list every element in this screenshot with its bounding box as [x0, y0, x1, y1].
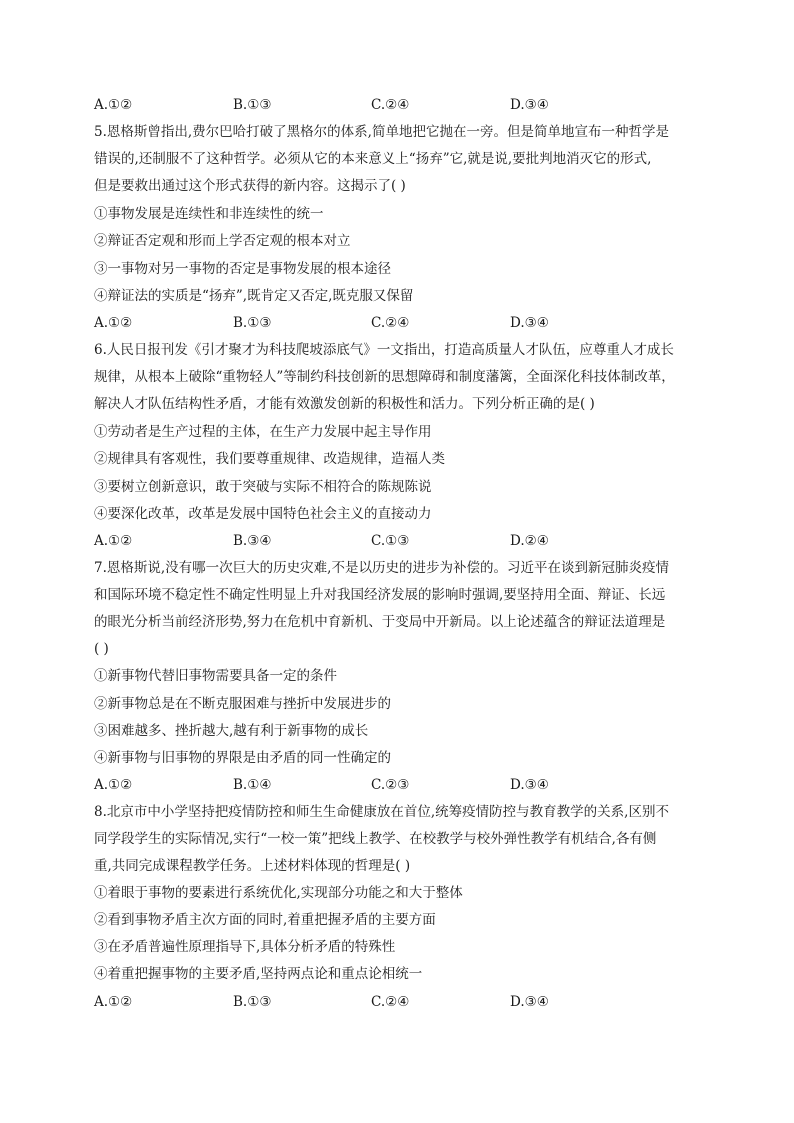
q5-item-4: ④辩证法的实质是“扬弃”,既肯定又否定,既克服又保留	[94, 288, 414, 304]
q8-stem-line-2: 同学段学生的实际情况,实行“一校一策”把线上教学、在校教学与校外弹性教学有机结合,各有侧	[94, 831, 657, 847]
q5-item-2: ②辩证否定观和形而上学否定观的根本对立	[94, 233, 351, 249]
q8-item-2: ②看到事物矛盾主次方面的同时,着重把握矛盾的主要方面	[94, 912, 436, 928]
q4-option-c[interactable]: C.②④	[371, 97, 410, 113]
q5-stem-line-2: 错误的,还制服不了这种哲学。必须从它的本来意义上“扬弃”它,就是说,要批判地消灭它的形式,	[94, 151, 652, 167]
q8-stem-line-1: 8.北京市中小学坚持把疫情防控和师生生命健康放在首位,统筹疫情防控与教育教学的关系,区别不	[94, 804, 669, 820]
q7-stem-line-3: 的眼光分析当前经济形势,努力在危机中育新机、于变局中开新局。以上论述蕴含的辩证法道理是	[94, 614, 666, 630]
q5-item-3: ③一事物对另一事物的否定是事物发展的根本途径	[94, 261, 391, 277]
q7-options	[94, 775, 704, 795]
q6-option-c[interactable]: C.①③	[371, 533, 410, 549]
q8-item-4: ④着重把握事物的主要矛盾,坚持两点论和重点论相统一	[94, 966, 423, 982]
q5-stem-line-1: 5.恩格斯曾指出,费尔巴哈打破了黑格尔的体系,简单地把它抛在一旁。但是简单地宣布一种哲学是	[94, 124, 669, 140]
q4-options	[94, 95, 704, 115]
q7-item-3: ③困难越多、挫折越大,越有利于新事物的成长	[94, 723, 369, 739]
q6-item-1: ①劳动者是生产过程的主体，在生产力发展中起主导作用	[94, 424, 432, 440]
q8-stem-line-3: 重,共同完成课程教学任务。上述材料体现的哲理是( )	[94, 858, 411, 874]
q5-option-c[interactable]: C.②④	[371, 315, 410, 331]
q6-stem-line-1: 6.人民日报刊发《引才聚才为科技爬坡添底气》一文指出，打造高质量人才队伍，应尊重人才成长	[94, 342, 674, 358]
q7-item-2: ②新事物总是在不断克服困难与挫折中发展进步的	[94, 696, 391, 712]
q8-item-1: ①着眼于事物的要素进行系统优化,实现部分功能之和大于整体	[94, 885, 463, 901]
q5-item-1: ①事物发展是连续性和非连续性的统一	[94, 206, 324, 222]
q4-option-d[interactable]: D.③④	[510, 97, 549, 113]
q8-option-d[interactable]: D.③④	[510, 994, 549, 1010]
q7-stem-line-2: 和国际环境不稳定性不确定性明显上升对我国经济发展的影响时强调,要坚持用全面、辩证、长远	[94, 587, 666, 603]
q6-item-4: ④要深化改革，改革是发展中国特色社会主义的直接动力	[94, 506, 432, 522]
q7-option-c[interactable]: C.②③	[371, 777, 410, 793]
q6-stem-line-2: 规律，从根本上破除“重物轻人”等制约科技创新的思想障碍和制度藩篱，全面深化科技体制改革，	[94, 369, 675, 385]
q6-stem-line-3: 解决人才队伍结构性矛盾，才能有效激发创新的积极性和活力。下列分析正确的是( )	[94, 396, 595, 412]
q7-stem-line-1: 7.恩格斯说,没有哪一次巨大的历史灾难,不是以历史的进步为补偿的。习近平在谈到新冠肺炎疫情	[94, 560, 669, 576]
q7-item-4: ④新事物与旧事物的界限是由矛盾的同一性确定的	[94, 750, 391, 766]
q7-option-d[interactable]: D.③④	[510, 777, 549, 793]
q5-stem-line-3: 但是要救出通过这个形式获得的新内容。这揭示了( )	[94, 178, 406, 194]
q6-option-b[interactable]: B.③④	[233, 533, 272, 549]
q4-option-b[interactable]: B.①③	[233, 97, 272, 113]
q8-option-b[interactable]: B.①③	[233, 994, 272, 1010]
q7-option-b[interactable]: B.①④	[233, 777, 272, 793]
q6-item-3: ③要树立创新意识，敢于突破与实际不相符合的陈规陈说	[94, 479, 432, 495]
q8-options	[94, 992, 704, 1012]
q7-stem-line-4: ( )	[94, 641, 109, 657]
q8-option-c[interactable]: C.②④	[371, 994, 410, 1010]
q7-item-1: ①新事物代替旧事物需要具备一定的条件	[94, 668, 337, 684]
q7-option-a[interactable]: A.①②	[94, 777, 133, 793]
q5-option-a[interactable]: A.①②	[94, 315, 133, 331]
q8-option-a[interactable]: A.①②	[94, 994, 133, 1010]
q4-option-a[interactable]: A.①②	[94, 97, 133, 113]
q5-options	[94, 313, 704, 333]
q5-option-b[interactable]: B.①③	[233, 315, 272, 331]
q6-option-d[interactable]: D.②④	[510, 533, 549, 549]
q8-item-3: ③在矛盾普遍性原理指导下,具体分析矛盾的特殊性	[94, 939, 396, 955]
q6-item-2: ②规律具有客观性，我们要尊重规律、改造规律，造福人类	[94, 451, 445, 467]
q6-option-a[interactable]: A.①②	[94, 533, 133, 549]
q6-options	[94, 531, 704, 551]
q5-option-d[interactable]: D.③④	[510, 315, 549, 331]
